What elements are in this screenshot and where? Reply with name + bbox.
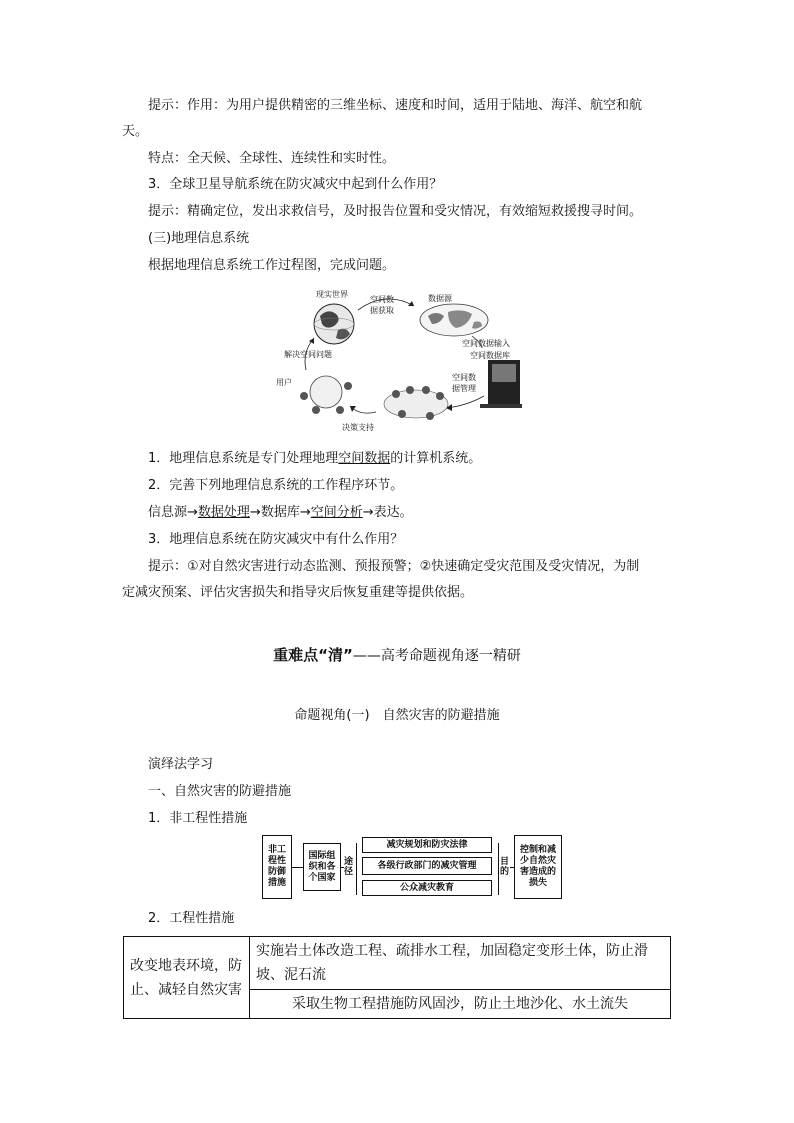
table-row2-cell: 采取生物工程措施防风固沙，防止土地沙化、水土流失 <box>250 990 671 1019</box>
item-gis-definition <box>148 450 481 468</box>
label-spatial-acq-1: 空间数 <box>370 295 394 304</box>
label-data-source: 数据源 <box>428 294 452 303</box>
section-header-subtitle: 高考命题视角逐一精研 <box>380 648 521 664</box>
perspective-title: 命题视角(一) 自然灾害的防避措施 <box>294 708 500 723</box>
non-engineering-flow-diagram <box>262 833 564 901</box>
section-header <box>0 644 794 665</box>
hint-gps-role: 提示：精确定位，发出求救信号，及时报告位置和受灾情况，有效缩短救援搜寻时间。 <box>148 204 643 219</box>
flow-part-b: →数据库→ <box>249 505 311 520</box>
label-solve-problem: 解决空间问题 <box>284 350 332 359</box>
section-header-title: 重难点“清” <box>273 646 353 664</box>
flow-box-non-engineering: 非工程性防御措施 <box>262 835 292 899</box>
label-spatial-acq-2: 据获取 <box>370 306 394 315</box>
hint-gis-role-line1: 提示：①对自然灾害进行动态监测、预报预警；②快速确定受灾范围及受灾情况，为制 <box>148 559 640 574</box>
item-gis-procedure: 2．完善下列地理信息系统的工作程序环节。 <box>148 478 404 493</box>
gis-flow-line <box>148 504 413 522</box>
computer-icon <box>480 360 522 408</box>
question-gis-role: 3．地理信息系统在防灾减灾中有什么作用？ <box>148 532 404 547</box>
answer-data-processing: 数据处理 <box>197 505 250 520</box>
flow-tag-purpose: 目的 <box>500 857 510 877</box>
flow-mid-admin: 各级行政部门的减灾管理 <box>362 857 492 875</box>
gis-process-diagram <box>276 286 524 432</box>
part1-title: 一、自然灾害的防避措施 <box>148 784 292 799</box>
flow-tag-route: 途径 <box>344 857 354 877</box>
label-spatial-mgmt-1: 空间数 <box>452 373 476 382</box>
table-row1-cell: 实施岩土体改造工程、疏排水工程，加固稳定变形土体，防止滑坡、泥石流 <box>250 937 671 990</box>
item-gis-definition-suffix: 的计算机系统。 <box>390 451 482 466</box>
flow-mid-planning: 减灾规划和防灾法律 <box>362 837 492 853</box>
question-gps-role: 3．全球卫星导航系统在防灾减灾中起到什么作用？ <box>148 177 443 192</box>
engineering-measures-table <box>123 936 671 1019</box>
gps-features: 特点：全天候、全球性、连续性和实时性。 <box>148 151 396 166</box>
flow-box-goal: 控制和减少自然灾害造成的损失 <box>514 835 562 899</box>
label-spatial-input: 空间数据输入 <box>462 339 510 348</box>
flow-mid-education: 公众减灾教育 <box>362 880 492 896</box>
meeting-people-icon <box>384 386 448 420</box>
world-map-icon <box>420 304 488 336</box>
label-decision: 决策支持 <box>342 423 374 432</box>
label-user: 用户 <box>276 378 292 387</box>
section-gis-intro: 根据地理信息系统工作过程图，完成问题。 <box>148 258 396 273</box>
section-gis-title: (三)地理信息系统 <box>148 231 250 246</box>
flow-box-countries: 国际组织和各个国家 <box>303 843 341 891</box>
label-spatial-mgmt-2: 据管理 <box>452 384 476 393</box>
answer-spatial-analysis: 空间分析 <box>310 505 363 520</box>
item-gis-definition-prefix: 1．地理信息系统是专门处理地理 <box>148 451 339 466</box>
users-icon <box>300 376 352 414</box>
label-real-world: 现实世界 <box>316 290 348 299</box>
hint-gps-function-line1: 提示：作用：为用户提供精密的三维坐标、速度和时间，适用于陆地、海洋、航空和航 <box>148 98 643 113</box>
non-engineering-title: 1．非工程性措施 <box>148 811 248 826</box>
flow-part-a: 信息源→ <box>148 505 198 520</box>
table-left-cell: 改变地表环境，防止、减轻自然灾害 <box>124 937 250 1019</box>
flow-part-c: →表达。 <box>362 505 413 520</box>
engineering-title: 2．工程性措施 <box>148 911 235 926</box>
deductive-learning-title: 演绎法学习 <box>148 757 214 772</box>
hint-gps-function-line2: 天。 <box>122 124 149 139</box>
answer-spatial-data: 空间数据 <box>338 451 391 466</box>
label-spatial-db: 空间数据库 <box>470 351 510 360</box>
section-header-dash: —— <box>352 648 381 664</box>
hint-gis-role-line2: 定减灾预案、评估灾害损失和指导灾后恢复重建等提供依据。 <box>122 585 474 600</box>
globe-icon <box>314 304 354 344</box>
